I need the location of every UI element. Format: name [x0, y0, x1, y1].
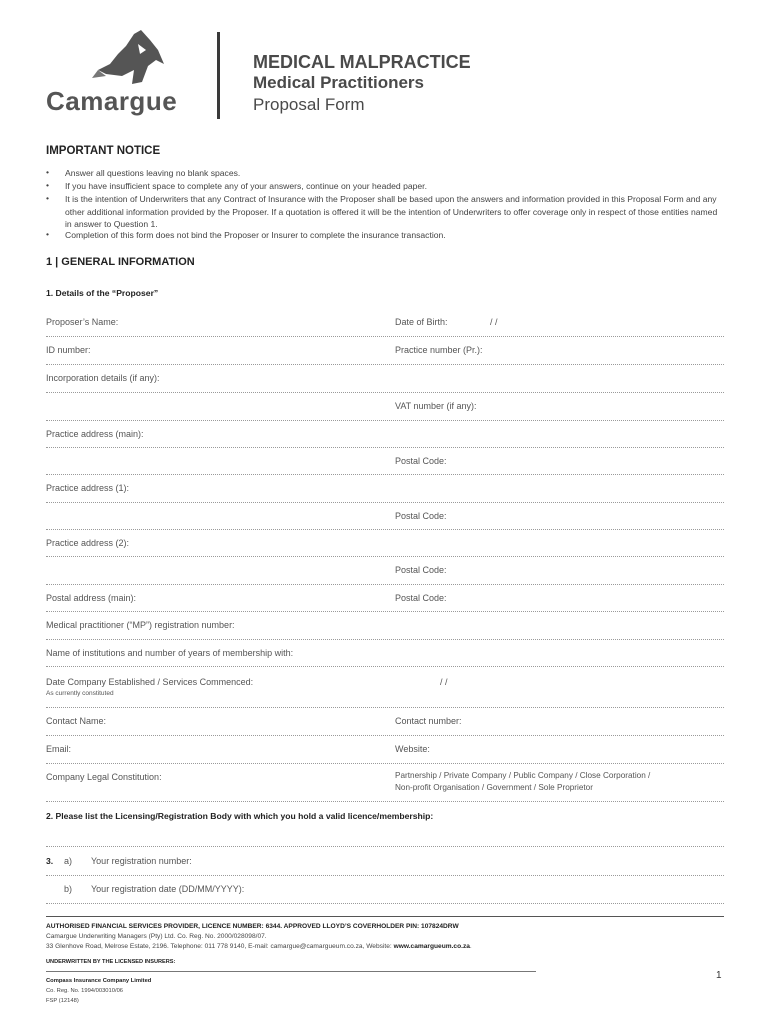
- contact-name-label: Contact Name:: [46, 716, 107, 726]
- insurer-name: Compass Insurance Company Limited: [46, 978, 152, 984]
- postal-code-label: Postal Code:: [395, 565, 447, 575]
- practice-main-field[interactable]: [46, 447, 724, 448]
- question-2: 2. Please list the Licensing/Registration Body with which you hold a valid licence/membership:: [46, 811, 434, 821]
- practice-1-label: Practice address (1):: [46, 483, 130, 493]
- proposer-name-field[interactable]: [46, 336, 724, 337]
- postal-code-label: Postal Code:: [395, 456, 447, 466]
- bullet-marker: •: [46, 180, 50, 190]
- insurer-fsp: FSP (12148): [46, 998, 79, 1004]
- question-3-number: 3.: [46, 856, 54, 866]
- practice-number-label: Practice number (Pr.):: [395, 345, 483, 355]
- title-line-2: Medical Practitioners: [253, 73, 425, 92]
- contact-number-label: Contact number:: [395, 716, 462, 726]
- constitution-options[interactable]: Partnership / Private Company / Public Company / Close Corporation /: [395, 771, 651, 780]
- question-3b-letter: b): [64, 884, 73, 894]
- email-field[interactable]: [46, 763, 724, 764]
- postal-code-label: Postal Code:: [395, 511, 447, 521]
- proposer-name-label: Proposer’s Name:: [46, 317, 119, 327]
- insurers-heading: UNDERWRITTEN BY THE LICENSED INSURERS:: [46, 959, 176, 965]
- notice-bullet-3: It is the intention of Underwriters that any Contract of Insurance with the Proposer shall be based upon the answers and information provided in this Proposal Form and any other additional information provided by the Proposer. If a quotation is offered it will be the intention of Underwriters to offer coverage only in respect of those entities named in answer to Question 1.: [65, 194, 718, 229]
- camargue-logo: [46, 30, 196, 120]
- notice-heading: IMPORTANT NOTICE: [46, 145, 161, 157]
- notice-bullet-1: Answer all questions leaving no blank spaces.: [65, 168, 241, 178]
- contact-name-field[interactable]: [46, 735, 724, 736]
- section-heading: 1 | GENERAL INFORMATION: [46, 256, 195, 268]
- vat-field[interactable]: [46, 420, 724, 421]
- postal-code-label: Postal Code:: [395, 593, 447, 603]
- postal-code-field[interactable]: [46, 529, 724, 530]
- registration-number-label: Your registration number:: [91, 856, 192, 866]
- licensing-body-field[interactable]: [46, 846, 724, 847]
- horse-head-icon: [46, 30, 196, 86]
- institutions-field[interactable]: [46, 666, 724, 667]
- notice-bullet-4: Completion of this form does not bind the Proposer or Insurer to complete the insurance transaction.: [65, 230, 446, 240]
- notice-bullet-2: If you have insufficient space to complete any of your answers, continue on your headed paper.: [65, 181, 427, 191]
- page-number: 1: [716, 970, 722, 981]
- email-label: Email:: [46, 744, 72, 754]
- footer-divider: [46, 916, 724, 917]
- mp-registration-field[interactable]: [46, 639, 724, 640]
- title-line-3: Proposal Form: [253, 95, 365, 114]
- registration-number-field[interactable]: [46, 875, 724, 876]
- date-established-label: Date Company Established / Services Commenced:: [46, 677, 254, 687]
- practice-2-label: Practice address (2):: [46, 538, 130, 548]
- logo-text: Camargue: [46, 86, 178, 116]
- vat-label: VAT number (if any):: [395, 401, 477, 411]
- date-established-field[interactable]: [46, 707, 724, 708]
- bullet-marker: •: [46, 167, 50, 177]
- dob-separators: / /: [490, 317, 498, 327]
- practice-1-field[interactable]: [46, 502, 724, 503]
- dob-label: Date of Birth:: [395, 317, 448, 327]
- company-reg-line: Camargue Underwriting Managers (Pty) Ltd. Co. Reg. No. 2000/028098/07.: [46, 933, 267, 940]
- legal-constitution-field[interactable]: [46, 801, 724, 802]
- question-1-heading: 1. Details of the “Proposer”: [46, 288, 159, 298]
- postal-main-field[interactable]: [46, 611, 724, 612]
- as-constituted-note: As currently constituted: [46, 690, 114, 697]
- question-3a-letter: a): [64, 856, 73, 866]
- website-label: Website:: [395, 744, 430, 754]
- registration-date-label: Your registration date (DD/MM/YYYY):: [91, 884, 245, 894]
- institutions-label: Name of institutions and number of years of membership with:: [46, 648, 294, 658]
- incorporation-label: Incorporation details (if any):: [46, 373, 160, 383]
- legal-constitution-label: Company Legal Constitution:: [46, 772, 162, 782]
- website-link[interactable]: www.camargueum.co.za: [393, 943, 470, 950]
- practice-2-field[interactable]: [46, 556, 724, 557]
- fsp-line: AUTHORISED FINANCIAL SERVICES PROVIDER, LICENCE NUMBER: 6344. APPROVED LLOYD’S COVERHOLDER PIN: 107824DRW: [46, 923, 459, 930]
- bullet-marker: •: [46, 229, 50, 239]
- address-line: 33 Glenhove Road, Melrose Estate, 2196. Telephone: 011 778 9140, E-mail: camargue@camargueum.co.za, Website: www.camargueum.co.za.: [46, 943, 472, 950]
- mp-registration-label: Medical practitioner (“MP”) registration number:: [46, 620, 235, 630]
- practice-main-label: Practice address (main):: [46, 429, 144, 439]
- postal-main-label: Postal address (main):: [46, 593, 137, 603]
- postal-code-field[interactable]: [46, 584, 724, 585]
- constitution-options[interactable]: Non-profit Organisation / Government / Sole Proprietor: [395, 783, 593, 792]
- bullet-marker: •: [46, 193, 50, 203]
- postal-code-field[interactable]: [46, 474, 724, 475]
- insurer-reg: Co. Reg. No. 1994/003010/06: [46, 988, 124, 994]
- id-number-label: ID number:: [46, 345, 91, 355]
- registration-date-field[interactable]: [46, 903, 724, 904]
- date-separators: / /: [440, 677, 448, 687]
- id-number-field[interactable]: [46, 364, 724, 365]
- title-line-1: MEDICAL MALPRACTICE: [253, 52, 471, 72]
- insurers-divider: [46, 971, 536, 972]
- incorporation-field[interactable]: [46, 392, 724, 393]
- header-divider: [217, 32, 220, 119]
